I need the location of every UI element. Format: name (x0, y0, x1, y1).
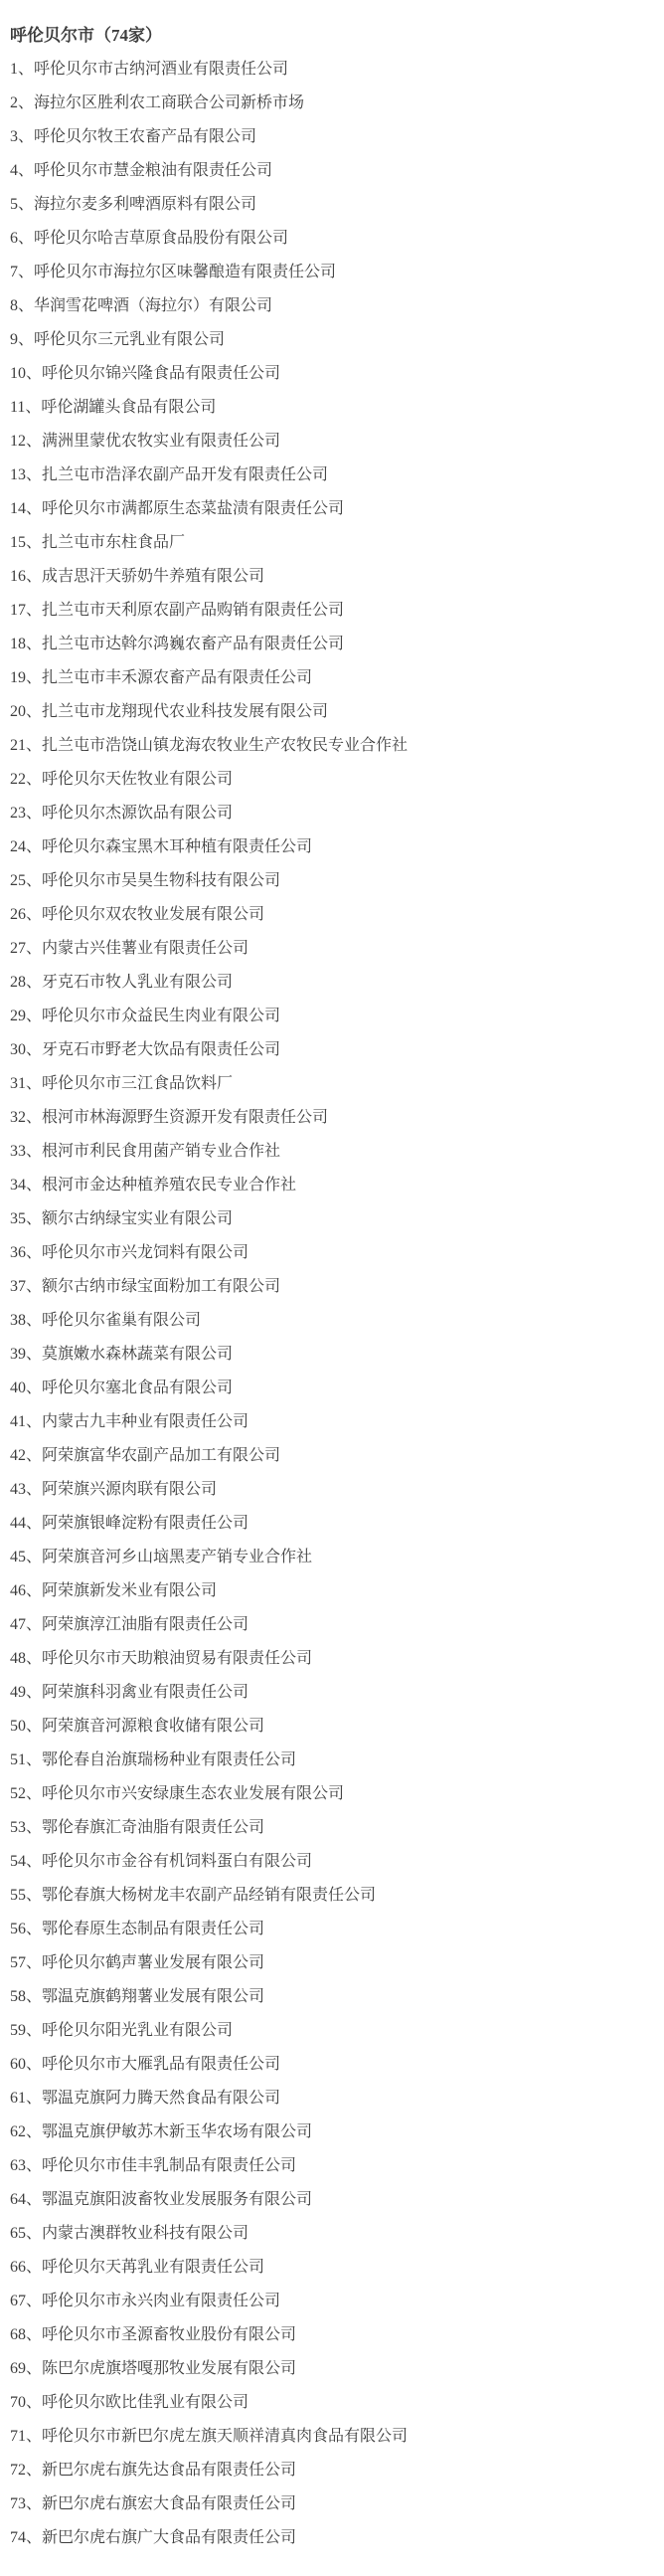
company-name: 海拉尔麦多利啤酒原料有限公司 (34, 196, 257, 213)
company-name: 呼伦贝尔市佳丰乳制品有限责任公司 (42, 2157, 297, 2174)
company-name: 新巴尔虎右旗先达食品有限责任公司 (42, 2462, 297, 2479)
company-name: 呼伦贝尔市众益民生肉业有限公司 (42, 1008, 281, 1024)
item-number: 26、 (10, 906, 43, 923)
company-name: 额尔古纳绿宝实业有限公司 (42, 1210, 234, 1227)
item-number: 17、 (10, 602, 43, 619)
company-name: 鄂伦春旗汇奇油脂有限责任公司 (42, 1819, 265, 1836)
company-name: 呼伦贝尔牧王农畜产品有限公司 (34, 128, 257, 145)
company-name: 扎兰屯市龙翔现代农业科技发展有限公司 (42, 703, 329, 720)
item-number: 68、 (10, 2326, 43, 2343)
item-number: 51、 (10, 1751, 43, 1768)
company-name: 鄂伦春旗大杨树龙丰农副产品经销有限责任公司 (42, 1887, 377, 1904)
item-number: 9、 (10, 331, 35, 348)
company-name: 额尔古纳市绿宝面粉加工有限公司 (42, 1278, 281, 1295)
company-name: 陈巴尔虎旗塔嘎那牧业发展有限公司 (42, 2360, 297, 2377)
list-item (10, 1608, 656, 1642)
list-item (10, 459, 656, 492)
item-number: 27、 (10, 940, 43, 957)
list-item (10, 2082, 656, 2116)
list-item (10, 1236, 656, 1270)
list-item (10, 2285, 656, 2318)
list-item (10, 2454, 656, 2487)
company-name: 鄂温克旗伊敏苏木新玉华农场有限公司 (42, 2123, 313, 2140)
company-name: 呼伦湖罐头食品有限公司 (41, 399, 217, 416)
list-item (10, 2014, 656, 2048)
item-number: 61、 (10, 2090, 43, 2107)
item-number: 36、 (10, 1244, 43, 1261)
item-number: 30、 (10, 1041, 43, 1058)
company-name: 阿荣旗音河乡山垴黑麦产销专业合作社 (42, 1549, 313, 1565)
company-name: 呼伦贝尔阳光乳业有限公司 (42, 2022, 234, 2039)
list-item (10, 256, 656, 289)
list-item (10, 729, 656, 763)
company-name: 呼伦贝尔市兴龙饲料有限公司 (42, 1244, 249, 1261)
list-item (10, 2487, 656, 2521)
company-name: 扎兰屯市浩饶山镇龙海农牧业生产农牧民专业合作社 (42, 737, 409, 754)
company-name: 新巴尔虎右旗宏大食品有限责任公司 (42, 2495, 297, 2512)
item-number: 12、 (10, 433, 43, 450)
list-item (10, 492, 656, 526)
item-number: 63、 (10, 2157, 43, 2174)
company-name: 阿荣旗富华农副产品加工有限公司 (42, 1447, 281, 1464)
company-name: 阿荣旗新发米业有限公司 (42, 1582, 218, 1599)
company-name: 呼伦贝尔市圣源畜牧业股份有限公司 (42, 2326, 297, 2343)
item-number: 37、 (10, 1278, 43, 1295)
list-item (10, 830, 656, 864)
company-name: 呼伦贝尔市海拉尔区味馨酿造有限责任公司 (34, 264, 337, 280)
list-item (10, 2251, 656, 2285)
list-item (10, 1541, 656, 1574)
item-number: 5、 (10, 196, 35, 213)
item-number: 58、 (10, 1988, 43, 2005)
item-number: 57、 (10, 1954, 43, 1971)
list-item (10, 1033, 656, 1067)
list-item (10, 594, 656, 628)
item-number: 32、 (10, 1109, 43, 1126)
company-name: 呼伦贝尔市慧金粮油有限责任公司 (34, 162, 273, 179)
company-name: 呼伦贝尔塞北食品有限公司 (42, 1380, 234, 1396)
list-item (10, 1135, 656, 1169)
company-name: 呼伦贝尔鹤声薯业发展有限公司 (42, 1954, 265, 1971)
list-item (10, 661, 656, 695)
list-item (10, 526, 656, 560)
company-name: 鄂温克旗阳波畜牧业发展服务有限公司 (42, 2191, 313, 2208)
list-item (10, 1574, 656, 1608)
company-name: 呼伦贝尔市天助粮油贸易有限责任公司 (42, 1650, 313, 1667)
company-name: 呼伦贝尔双农牧业发展有限公司 (42, 906, 265, 923)
item-number: 70、 (10, 2394, 43, 2411)
list-item (10, 628, 656, 661)
list-item (10, 289, 656, 323)
list-item (10, 222, 656, 256)
item-number: 53、 (10, 1819, 43, 1836)
item-number: 69、 (10, 2360, 43, 2377)
item-number: 21、 (10, 737, 43, 754)
item-number: 24、 (10, 838, 43, 855)
list-item (10, 1676, 656, 1710)
item-number: 47、 (10, 1616, 43, 1633)
item-number: 65、 (10, 2225, 43, 2242)
item-number: 64、 (10, 2191, 43, 2208)
company-name: 扎兰屯市东柱食品厂 (42, 534, 186, 551)
company-name: 满洲里蒙优农牧实业有限责任公司 (42, 433, 281, 450)
company-name: 呼伦贝尔杰源饮品有限公司 (42, 805, 234, 822)
list-item (10, 966, 656, 1000)
list-item (10, 2149, 656, 2183)
company-name: 扎兰屯市达斡尔鸿巍农畜产品有限责任公司 (42, 636, 345, 652)
item-number: 20、 (10, 703, 43, 720)
list-item (10, 1270, 656, 1304)
company-name: 呼伦贝尔市满都原生态菜盐渍有限责任公司 (42, 500, 345, 517)
list-item (10, 53, 656, 87)
company-name: 呼伦贝尔天苒乳业有限责任公司 (42, 2259, 265, 2276)
company-name: 成吉思汗天骄奶牛养殖有限公司 (42, 568, 265, 585)
company-name: 根河市林海源野生资源开发有限责任公司 (42, 1109, 329, 1126)
list-item (10, 2217, 656, 2251)
company-name: 根河市金达种植养殖农民专业合作社 (42, 1177, 297, 1194)
company-name: 阿荣旗淳江油脂有限责任公司 (42, 1616, 249, 1633)
list-item (10, 1372, 656, 1405)
list-item (10, 1338, 656, 1372)
item-number: 73、 (10, 2495, 43, 2512)
company-name: 呼伦贝尔哈吉草原食品股份有限公司 (34, 230, 289, 247)
list-item (10, 1202, 656, 1236)
item-number: 72、 (10, 2462, 43, 2479)
item-number: 7、 (10, 264, 35, 280)
item-number: 15、 (10, 534, 43, 551)
company-name: 内蒙古九丰种业有限责任公司 (42, 1413, 249, 1430)
list-item (10, 1405, 656, 1439)
list-item (10, 560, 656, 594)
item-number: 59、 (10, 2022, 43, 2039)
page-title: 呼伦贝尔市（74家） (10, 26, 162, 45)
item-number: 8、 (10, 297, 35, 314)
company-name: 鄂温克旗鹤翔薯业发展有限公司 (42, 1988, 265, 2005)
company-name: 阿荣旗音河源粮食收储有限公司 (42, 1718, 265, 1735)
list-item (10, 120, 656, 154)
list-item (10, 1067, 656, 1101)
list-item (10, 763, 656, 797)
list-item (10, 323, 656, 357)
item-number: 55、 (10, 1887, 43, 1904)
company-name: 呼伦贝尔市吴昊生物科技有限公司 (42, 872, 281, 889)
company-name: 阿荣旗兴源肉联有限公司 (42, 1481, 218, 1498)
list-item (10, 2318, 656, 2352)
company-name: 海拉尔区胜利农工商联合公司新桥市场 (34, 94, 305, 111)
item-number: 48、 (10, 1650, 43, 1667)
list-item (10, 1946, 656, 1980)
item-number: 3、 (10, 128, 35, 145)
list-item (10, 898, 656, 932)
list-item (10, 2048, 656, 2082)
list-item (10, 188, 656, 222)
item-number: 66、 (10, 2259, 43, 2276)
list-item (10, 1777, 656, 1811)
item-number: 33、 (10, 1143, 43, 1160)
item-number: 71、 (10, 2428, 43, 2445)
list-item (10, 154, 656, 188)
list-item (10, 1304, 656, 1338)
item-number: 74、 (10, 2529, 43, 2546)
item-number: 52、 (10, 1785, 43, 1802)
item-number: 16、 (10, 568, 43, 585)
company-name: 华润雪花啤酒（海拉尔）有限公司 (34, 297, 273, 314)
list-item (10, 797, 656, 830)
list-item (10, 2420, 656, 2454)
item-number: 18、 (10, 636, 43, 652)
item-number: 62、 (10, 2123, 43, 2140)
list-item (10, 1642, 656, 1676)
list-item (10, 87, 656, 120)
company-name: 呼伦贝尔市兴安绿康生态农业发展有限公司 (42, 1785, 345, 1802)
list-item (10, 2116, 656, 2149)
list-item (10, 932, 656, 966)
company-name: 呼伦贝尔森宝黑木耳种植有限责任公司 (42, 838, 313, 855)
company-name: 内蒙古兴佳薯业有限责任公司 (42, 940, 249, 957)
item-number: 23、 (10, 805, 43, 822)
list-item (10, 1710, 656, 1744)
item-number: 13、 (10, 466, 43, 483)
company-name: 呼伦贝尔市大雁乳品有限责任公司 (42, 2056, 281, 2073)
company-name: 牙克石市牧人乳业有限公司 (42, 974, 234, 991)
list-item (10, 695, 656, 729)
item-number: 14、 (10, 500, 43, 517)
company-name: 阿荣旗科羽禽业有限责任公司 (42, 1684, 249, 1701)
company-name: 呼伦贝尔市金谷有机饲料蛋白有限公司 (42, 1853, 313, 1870)
item-number: 50、 (10, 1718, 43, 1735)
list-item (10, 1507, 656, 1541)
company-list (10, 53, 656, 2555)
item-number: 28、 (10, 974, 43, 991)
company-name: 呼伦贝尔市新巴尔虎左旗天顺祥清真肉食品有限公司 (42, 2428, 409, 2445)
list-item (10, 1439, 656, 1473)
list-item (10, 1913, 656, 1946)
item-number: 10、 (10, 365, 43, 382)
item-number: 39、 (10, 1346, 43, 1363)
item-number: 19、 (10, 669, 43, 686)
list-item (10, 425, 656, 459)
item-number: 42、 (10, 1447, 43, 1464)
company-name: 呼伦贝尔三元乳业有限公司 (34, 331, 226, 348)
company-name: 新巴尔虎右旗广大食品有限责任公司 (42, 2529, 297, 2546)
company-name: 呼伦贝尔市三江食品饮料厂 (42, 1075, 234, 1092)
company-name: 扎兰屯市丰禾源农畜产品有限责任公司 (42, 669, 313, 686)
item-number: 45、 (10, 1549, 43, 1565)
list-item (10, 2352, 656, 2386)
company-name: 呼伦贝尔锦兴隆食品有限责任公司 (42, 365, 281, 382)
item-number: 25、 (10, 872, 43, 889)
company-name: 扎兰屯市天利原农副产品购销有限责任公司 (42, 602, 345, 619)
item-number: 29、 (10, 1008, 43, 1024)
company-name: 呼伦贝尔市古纳河酒业有限责任公司 (34, 61, 289, 78)
company-name: 呼伦贝尔雀巢有限公司 (42, 1312, 202, 1329)
company-name: 扎兰屯市浩泽农副产品开发有限责任公司 (42, 466, 329, 483)
list-item (10, 864, 656, 898)
item-number: 49、 (10, 1684, 43, 1701)
company-name: 呼伦贝尔天佐牧业有限公司 (42, 771, 234, 788)
item-number: 54、 (10, 1853, 43, 1870)
company-name: 鄂温克旗阿力腾天然食品有限公司 (42, 2090, 281, 2107)
item-number: 44、 (10, 1515, 43, 1532)
company-name: 牙克石市野老大饮品有限责任公司 (42, 1041, 281, 1058)
item-number: 34、 (10, 1177, 43, 1194)
list-item (10, 1169, 656, 1202)
item-number: 43、 (10, 1481, 43, 1498)
item-number: 56、 (10, 1921, 43, 1937)
list-item (10, 2386, 656, 2420)
company-name: 鄂伦春自治旗瑞杨种业有限责任公司 (42, 1751, 297, 1768)
item-number: 1、 (10, 61, 35, 78)
company-name: 根河市利民食用菌产销专业合作社 (42, 1143, 281, 1160)
item-number: 67、 (10, 2293, 43, 2309)
item-number: 35、 (10, 1210, 43, 1227)
company-name: 阿荣旗银峰淀粉有限责任公司 (42, 1515, 249, 1532)
list-item (10, 1744, 656, 1777)
item-number: 60、 (10, 2056, 43, 2073)
item-number: 2、 (10, 94, 35, 111)
list-item (10, 1980, 656, 2014)
item-number: 41、 (10, 1413, 43, 1430)
list-item (10, 2521, 656, 2555)
item-number: 6、 (10, 230, 35, 247)
company-name: 内蒙古澳群牧业科技有限公司 (42, 2225, 249, 2242)
company-name: 呼伦贝尔欧比佳乳业有限公司 (42, 2394, 249, 2411)
item-number: 11、 (10, 399, 42, 416)
list-item (10, 357, 656, 391)
list-item (10, 2183, 656, 2217)
item-number: 38、 (10, 1312, 43, 1329)
company-name: 莫旗嫩水森林蔬菜有限公司 (42, 1346, 234, 1363)
company-name: 呼伦贝尔市永兴肉业有限责任公司 (42, 2293, 281, 2309)
list-item (10, 1473, 656, 1507)
list-item (10, 1879, 656, 1913)
company-name: 鄂伦春原生态制品有限责任公司 (42, 1921, 265, 1937)
list-item (10, 1000, 656, 1033)
list-item (10, 391, 656, 425)
list-item (10, 1101, 656, 1135)
item-number: 46、 (10, 1582, 43, 1599)
item-number: 4、 (10, 162, 35, 179)
item-number: 40、 (10, 1380, 43, 1396)
item-number: 22、 (10, 771, 43, 788)
item-number: 31、 (10, 1075, 43, 1092)
list-item (10, 1811, 656, 1845)
list-item (10, 1845, 656, 1879)
